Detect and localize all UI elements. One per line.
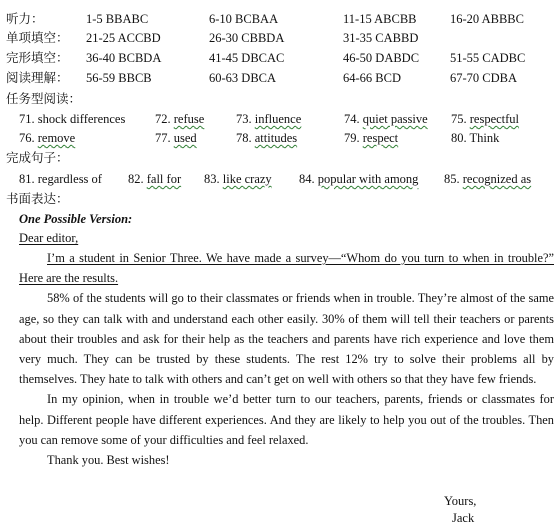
section-label: 阅读理解： [6, 71, 69, 85]
answer-cell: 46-50 DABDC [343, 51, 420, 65]
essay-paragraph: In my opinion, when in trouble we’d better turn to our teachers, parents, friends or classmates for help. Different people have different experiences. And they are likely to help you out of the troubles. Then you can remove some of your difficulties and feel relaxed. [19, 392, 554, 447]
answer-cell: 60-63 DBCA [209, 71, 277, 85]
answer-cell: 21-25 ACCBD [86, 31, 161, 45]
task-answer: 77. used [155, 131, 197, 145]
task-answer: 74. quiet passive [344, 112, 428, 126]
task-answer: 73. influence [236, 112, 302, 126]
sentence-completion-label-row [0, 148, 554, 168]
answer-cell: 16-20 ABBBC [450, 12, 524, 26]
essay-paragraph: I’m a student in Senior Three. We have made a survey—“Whom do you turn to when in trouble?” Here are the results. [19, 251, 554, 286]
essay-signature: Jack [452, 511, 475, 525]
answer-cell: 64-66 BCD [343, 71, 401, 85]
task-answer: 79. respect [344, 131, 399, 145]
answer-cell: 31-35 CABBD [343, 31, 419, 45]
answer-cell: 1-5 BBABC [86, 12, 149, 26]
answer-cell: 67-70 CDBA [450, 71, 518, 85]
task-reading-row [0, 128, 554, 148]
writing-label-row [0, 189, 554, 209]
answer-row-listening [0, 9, 554, 29]
essay-salutation: Dear editor, [19, 231, 79, 245]
essay-paragraph: 58% of the students will go to their classmates or friends when in trouble. They’re almost of the same age, so they can talk with and understand each other easily. 30% of them will tell their teachers or parents about their troubles and ask for their help as the teachers and parents have rich experience and love them very much. They can be trusted by these students. The rest 12% try to solve their problems all by themselves. They hate to talk with others and can’t get on well with others so that they have few friends. [19, 291, 554, 387]
section-label: 完成句子： [6, 151, 69, 165]
section-label: 完形填空： [6, 51, 69, 65]
section-label: 听力： [6, 12, 44, 26]
task-answer: 78. attitudes [236, 131, 298, 145]
answer-cell: 26-30 CBBDA [209, 31, 285, 45]
essay-heading: One Possible Version: [19, 212, 133, 226]
sentence-completion-row [0, 169, 554, 189]
task-reading-row [0, 109, 554, 129]
answer-row-single-choice [0, 28, 554, 48]
task-reading-label-row [0, 89, 554, 109]
completion-answer: 81. regardless of [19, 172, 102, 186]
task-answer: 76. remove [19, 131, 76, 145]
essay-closing: Yours, [444, 494, 477, 508]
answer-row-cloze [0, 48, 554, 68]
essay-body [19, 248, 554, 470]
answer-row-reading [0, 68, 554, 88]
completion-answer: 84. popular with among [299, 172, 419, 186]
completion-answer: 85. recognized as [444, 172, 532, 186]
answer-cell: 11-15 ABCBB [343, 12, 417, 26]
section-label: 任务型阅读： [6, 92, 82, 106]
task-answer: 80. Think [451, 131, 500, 145]
answer-cell: 36-40 BCBDA [86, 51, 162, 65]
answer-cell: 51-55 CADBC [450, 51, 526, 65]
completion-answer: 83. like crazy [204, 172, 272, 186]
task-answer: 71. shock differences [19, 112, 126, 126]
answer-cell: 6-10 BCBAA [209, 12, 279, 26]
completion-answer: 82. fall for [128, 172, 182, 186]
answer-cell: 56-59 BBCB [86, 71, 152, 85]
section-label: 单项填空： [6, 31, 69, 45]
task-answer: 72. refuse [155, 112, 205, 126]
essay-paragraph: Thank you. Best wishes! [47, 453, 170, 468]
answer-cell: 41-45 DBCAC [209, 51, 285, 65]
task-answer: 75. respectful [451, 112, 520, 126]
section-label: 书面表达： [6, 192, 69, 206]
